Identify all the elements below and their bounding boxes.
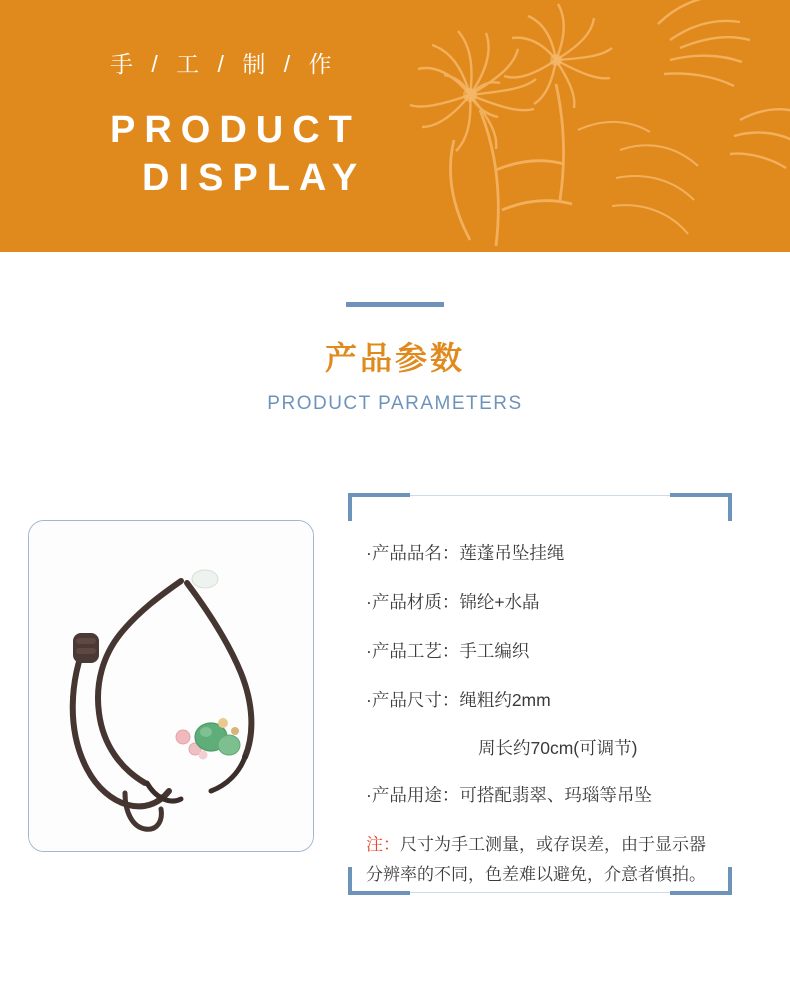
parameter-value: 可搭配翡翠、玛瑙等吊坠 (459, 785, 652, 805)
panel-top-hairline (410, 495, 670, 496)
header-banner (0, 0, 790, 252)
parameter-label: ·产品尺寸： (366, 690, 460, 710)
parameter-label: ·产品品名： (366, 543, 460, 563)
section-title-en: PRODUCT PARAMETERS (267, 393, 523, 414)
parameter-row (366, 588, 722, 616)
parameter-label: ·产品材质： (366, 592, 460, 612)
panel-bottom-hairline (410, 892, 670, 893)
parameter-row (366, 637, 722, 665)
disclaimer-note (366, 830, 722, 890)
product-image-card (28, 520, 314, 852)
parameter-value: 莲蓬吊坠挂绳 (459, 543, 565, 563)
banner-heading-en-line2: DISPLAY (142, 156, 367, 199)
note-label: 注： (366, 835, 400, 854)
parameter-row (366, 781, 722, 809)
banner-heading-cn: 手 / 工 / 制 / 作 (110, 51, 338, 77)
banner-text-block (110, 46, 366, 202)
parameter-label: ·产品工艺： (366, 641, 460, 661)
corner-bracket-top-right (670, 493, 732, 521)
parameter-value: 手工编织 (459, 641, 530, 661)
chrysanthemum-decor-icon (320, 0, 790, 252)
note-line2: 分辨率的不同，色差难以避免，介意者慎拍。 (366, 864, 706, 884)
note-line1: 尺寸为手工测量，或存误差，由于显示器 (400, 835, 706, 854)
corner-bracket-top-left (348, 493, 410, 521)
parameter-list (366, 539, 722, 890)
parameter-label: ·产品用途： (366, 785, 460, 805)
product-photo (29, 521, 313, 851)
parameter-size-secondary: 周长约70cm(可调节) (478, 738, 638, 758)
parameter-row (366, 686, 722, 714)
parameter-row (366, 539, 722, 567)
parameter-value: 绳粗约2mm (459, 690, 551, 710)
title-accent-rule (346, 302, 444, 307)
section-title (0, 302, 790, 415)
parameter-value: 锦纶+水晶 (459, 592, 540, 612)
parameters-panel (348, 493, 732, 895)
content-area (0, 493, 790, 923)
banner-heading-en-line1: PRODUCT (110, 109, 361, 151)
section-title-cn: 产品参数 (324, 340, 465, 376)
